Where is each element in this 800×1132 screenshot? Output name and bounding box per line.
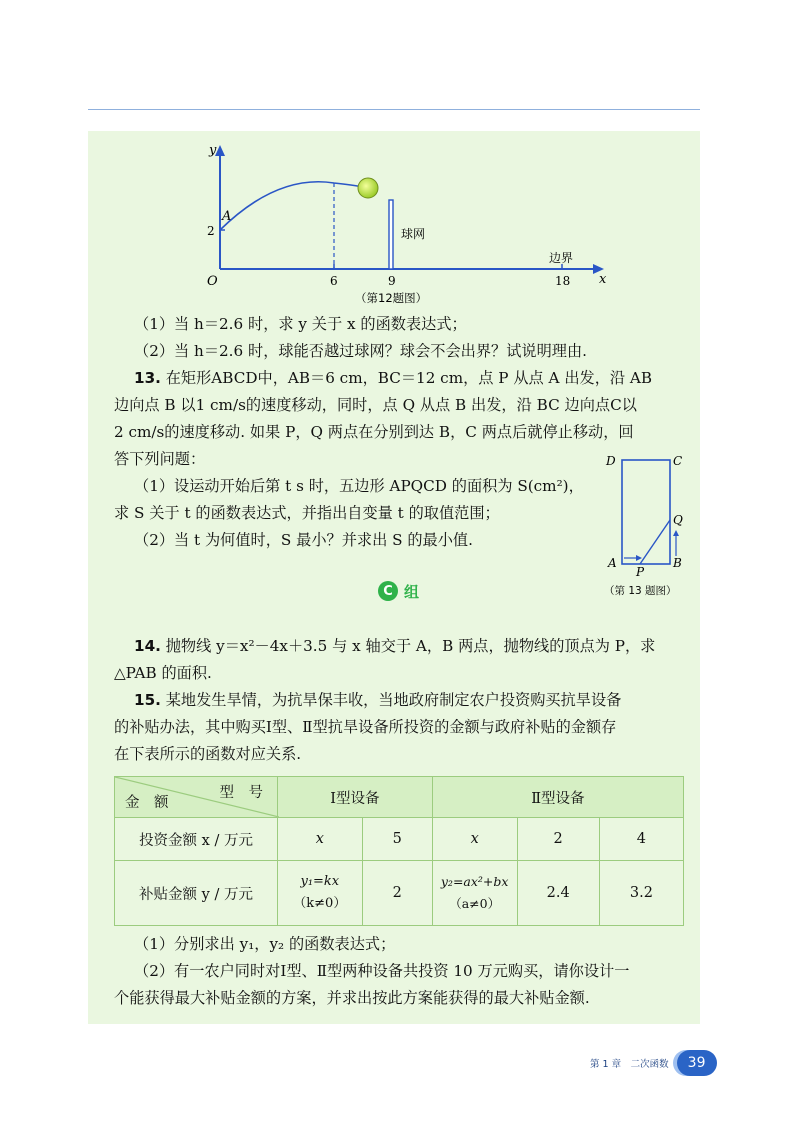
p15-q1: （1）分别求出 y₁，y₂ 的函数表达式； [134, 935, 396, 953]
label-b: B [673, 556, 682, 570]
figure-13-caption: （第 13 题图） [604, 585, 677, 597]
row2-formula1 [278, 861, 363, 926]
chapter-label: 第 1 章 二次函数 [590, 1059, 669, 1070]
p13-line3: 2 cm/s的速度移动. 如果 P，Q 两点在分别到达 B，C 两点后就停止移动，回 [114, 423, 634, 441]
table-header-row [115, 777, 684, 818]
figure-13 [600, 448, 690, 598]
figure-12 [195, 140, 615, 308]
row2-formula2-bottom: （a≠0） [449, 896, 501, 911]
p15-number: 15. [134, 691, 161, 709]
group-c-label: 组 [404, 582, 420, 601]
x-tick-9: 9 [388, 274, 396, 288]
row2-value2: 2.4 [517, 861, 599, 926]
p14-line2: △PAB 的面积. [114, 664, 212, 682]
row2-value1: 2 [362, 861, 432, 926]
p13-q1b: 求 S 关于 t 的函数表达式，并指出自变量 t 的取值范围； [114, 504, 500, 522]
p15-line2: 的补贴办法，其中购买Ⅰ型、Ⅱ型抗旱设备所投资的金额与政府补贴的金额存 [114, 718, 617, 736]
x-tick-6: 6 [330, 274, 338, 288]
group-c-heading [378, 580, 419, 602]
y-tick-2: 2 [207, 224, 215, 238]
p14-line1-text: 抛物线 y＝x²－4x＋3.5 与 x 轴交于 A，B 两点，抛物线的顶点为 P，求 [160, 637, 656, 655]
p15-q2b: 个能获得最大补贴金额的方案，并求出按此方案能获得的最大补贴金额. [114, 989, 590, 1007]
label-p: P [636, 565, 645, 579]
subsidy-table [114, 776, 684, 926]
p13-number: 13. [134, 369, 161, 387]
net-label: 球网 [401, 227, 426, 241]
label-d: D [606, 454, 616, 468]
row1-label: 投资金额 x / 万元 [115, 818, 278, 861]
header-type1: Ⅰ型设备 [278, 777, 433, 818]
p13-line1 [134, 367, 652, 389]
row1-cell-5: 4 [599, 818, 683, 861]
label-a: A [608, 556, 617, 570]
boundary-label: 边界 [549, 251, 574, 265]
net [389, 200, 393, 269]
p13-line1-text: 在矩形ABCD中，AB＝6 cm，BC＝12 cm，点 P 从点 A 出发，沿 AB [160, 369, 653, 387]
row1-cell-1: x [278, 818, 363, 861]
rectangle-abcd [622, 460, 670, 564]
row1-cell-2: 5 [362, 818, 432, 861]
figure-12-caption: （第12题图） [355, 291, 428, 305]
x-axis-label: x [599, 272, 607, 287]
row2-formula2-top: y₂=ax²+bx [440, 874, 509, 889]
group-c-badge: C [378, 581, 398, 601]
label-c: C [673, 454, 683, 468]
y-axis-arrow [215, 145, 225, 156]
arrow-ap-head [636, 555, 642, 561]
ball [358, 178, 378, 198]
table-row-subsidy [115, 861, 684, 926]
p14-number: 14. [134, 637, 161, 655]
row2-formula1-bottom: （k≠0） [293, 896, 347, 911]
p14-line1 [134, 635, 655, 657]
p15-line1-text: 某地发生旱情，为抗旱保丰收，当地政府制定农户投资购买抗旱设备 [160, 691, 622, 709]
row2-value3: 3.2 [599, 861, 683, 926]
table-row-investment [115, 818, 684, 861]
row1-cell-4: 2 [517, 818, 599, 861]
p12-q2: （2）当 h＝2.6 时，球能否越过球网？球会不会出界？试说明理由. [134, 342, 587, 360]
p13-q1a: （1）设运动开始后第 t s 时，五边形 APQCD 的面积为 S(cm²)， [134, 477, 584, 495]
row1-cell-3: x [432, 818, 517, 861]
header-diagonal-cell [115, 777, 278, 818]
origin-label: O [207, 274, 218, 289]
p13-line2: 边向点 B 以1 cm/s的速度移动，同时，点 Q 从点 B 出发，沿 BC 边向点C以 [114, 396, 637, 414]
header-type2: Ⅱ型设备 [432, 777, 683, 818]
ball-trajectory [220, 182, 363, 230]
page-number-badge: 39 [677, 1050, 717, 1076]
header-amount-label: 金 额 [125, 795, 169, 811]
row2-formula1-top: y₁=kx [300, 874, 340, 889]
y-axis-label: y [209, 143, 217, 158]
p13-q2: （2）当 t 为何值时，S 最小？并求出 S 的最小值. [134, 531, 473, 549]
segment-pq [640, 520, 670, 564]
p13-line4: 答下列问题： [114, 450, 206, 468]
point-a-label: A [222, 209, 232, 224]
p15-q2a: （2）有一农户同时对Ⅰ型、Ⅱ型两种设备共投资 10 万元购买，请你设计一 [134, 962, 630, 980]
p15-line3: 在下表所示的函数对应关系. [114, 745, 302, 763]
header-type-label: 型 号 [219, 785, 264, 801]
page-footer [590, 1050, 717, 1076]
p12-q1: （1）当 h＝2.6 时，求 y 关于 x 的函数表达式； [134, 315, 467, 333]
arrow-bq-head [673, 530, 679, 536]
row2-label: 补贴金额 y / 万元 [115, 861, 278, 926]
label-q: Q [673, 513, 683, 527]
row2-formula2 [432, 861, 517, 926]
p15-line1 [134, 689, 621, 711]
x-tick-18: 18 [555, 274, 571, 288]
top-rule [88, 109, 700, 110]
